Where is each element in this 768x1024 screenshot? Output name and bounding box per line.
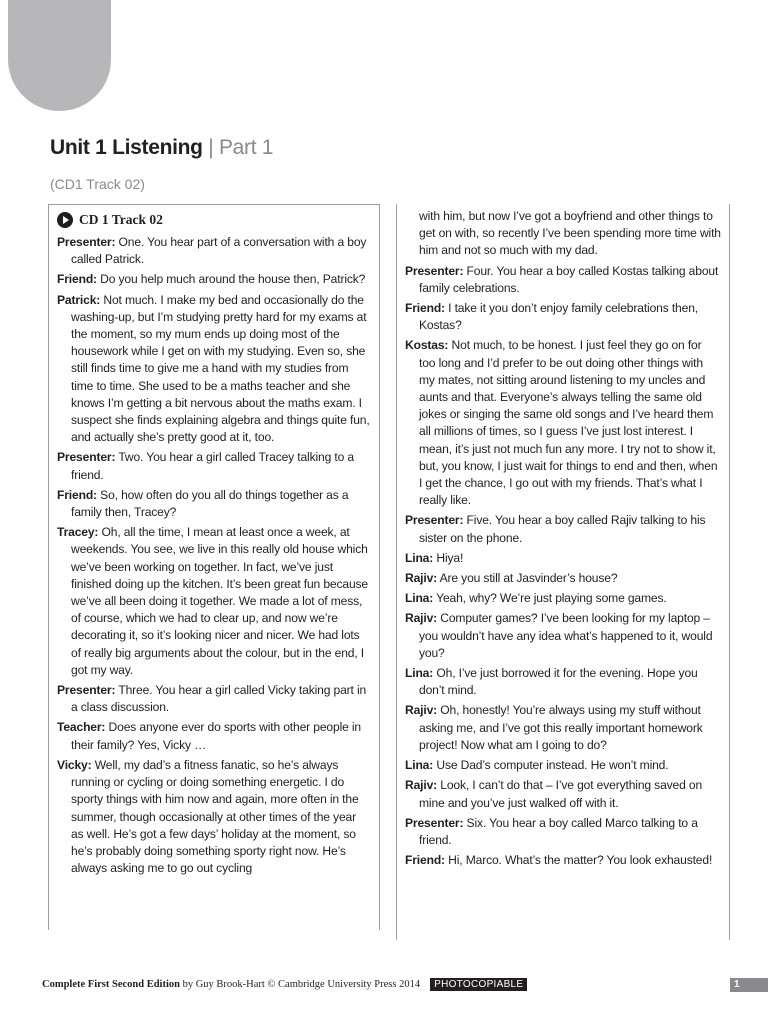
dialogue-turn xyxy=(405,590,721,607)
play-icon xyxy=(57,212,73,228)
speaker-label: Lina: xyxy=(405,758,434,773)
speaker-label: Tracey: xyxy=(57,525,99,540)
dialogue-turn xyxy=(405,610,721,662)
corner-decoration xyxy=(8,0,111,111)
dialogue-turn xyxy=(405,337,721,509)
dialogue-turn xyxy=(57,719,371,753)
speaker-label: Friend: xyxy=(405,853,445,868)
dialogue-text: Oh, all the time, I mean at least once a week, at weekends. You see, we live in this really old house which we’ve been working on together. In fact, we’ve just finished doing up the kitchen. It’s been great fun because we’ve all been doing it together. We made a lot of mess, of course, which we had to clear up, and now we’re decorating it, so it’s looking nicer and nicer. We had lots of really big arguments about the colour, but in the end, I got my way. xyxy=(71,525,368,677)
track-heading-label: CD 1 Track 02 xyxy=(79,212,163,227)
dialogue-text: Well, my dad’s a fitness fanatic, so he’s always running or cycling or doing something energetic. I do sporty things with him now and again, more often in the summer, though occasionally at other times of the year as well. He’s got a few days’ holiday at the moment, so he’s probably doing something sporty right now. He’s always asking me to go out cycling xyxy=(71,757,359,876)
dialogue-turn xyxy=(405,815,721,849)
dialogue-text: So, how often do you all do things together as a family then, Tracey? xyxy=(71,487,349,520)
dialogue-text: Hi, Marco. What’s the matter? You look exhausted! xyxy=(448,853,713,868)
dialogue-text: Does anyone ever do sports with other people in their family? Yes, Vicky … xyxy=(71,720,361,752)
speaker-label: Kostas: xyxy=(405,338,449,353)
speaker-label: Presenter: xyxy=(405,513,464,528)
dialogue-turn xyxy=(405,263,721,297)
dialogue-turn xyxy=(405,757,721,774)
speaker-label: Rajiv: xyxy=(405,571,438,586)
speaker-label: Patrick: xyxy=(57,292,101,307)
dialogue-text: Do you help much around the house then, Patrick? xyxy=(100,272,366,287)
dialogue-text: Are you still at Jasvinder’s house? xyxy=(439,571,618,586)
photocopiable-badge: PHOTOCOPIABLE xyxy=(430,978,527,991)
dialogue-turn xyxy=(405,570,721,587)
speaker-label: Presenter: xyxy=(405,263,464,278)
right-turns-list xyxy=(405,263,721,870)
dialogue-turn xyxy=(57,487,371,521)
page-title xyxy=(50,136,273,160)
dialogue-text: Use Dad’s computer instead. He won’t mind. xyxy=(436,758,669,773)
title-part: | Part 1 xyxy=(208,136,274,159)
left-turns-list xyxy=(57,234,371,877)
footer xyxy=(42,978,527,991)
transcript-left-column xyxy=(48,204,380,930)
speaker-label: Friend: xyxy=(57,487,97,502)
dialogue-turn xyxy=(405,665,721,699)
dialogue-text: Yeah, why? We’re just playing some games. xyxy=(436,591,667,606)
dialogue-text: Six. You hear a boy called Marco talking to a friend. xyxy=(419,815,698,847)
dialogue-text: Oh, honestly! You’re always using my stuff without asking me, and I’ve got this really important homework project! Now what am I going to do? xyxy=(419,703,703,752)
page-number: 1 xyxy=(730,978,768,992)
footer-book-title: Complete First Second Edition xyxy=(42,979,180,990)
speaker-label: Rajiv: xyxy=(405,611,438,626)
dialogue-text: Oh, I’ve just borrowed it for the evening. Hope you don’t mind. xyxy=(419,666,698,698)
dialogue-text: Three. You hear a girl called Vicky taking part in a class discussion. xyxy=(71,683,367,715)
dialogue-turn xyxy=(57,292,371,447)
dialogue-text: Four. You hear a boy called Kostas talking about family celebrations. xyxy=(419,263,719,295)
speaker-label: Lina: xyxy=(405,666,434,681)
dialogue-text: Not much. I make my bed and occasionally do the washing-up, but I’m studying pretty hard for my exams at the moment, so my mum ends up doing most of the housework while I get on with my studying. Even so, she still finds time to give me a hand with my studies from time to time. She used to be a maths teacher and she knows I’m getting a bit nervous about the maths exam. I suspect she finds explaining algebra and things quite fun, and actually she’s pretty good at it, too. xyxy=(71,292,370,445)
speaker-label: Teacher: xyxy=(57,720,106,735)
dialogue-turn xyxy=(405,777,721,811)
dialogue-text: Two. You hear a girl called Tracey talking to a friend. xyxy=(71,450,354,482)
dialogue-turn xyxy=(57,271,371,288)
speaker-label: Lina: xyxy=(405,591,434,606)
speaker-label: Rajiv: xyxy=(405,703,438,718)
track-heading xyxy=(57,212,371,228)
speaker-label: Presenter: xyxy=(57,683,116,698)
speaker-label: Friend: xyxy=(57,272,97,287)
speaker-label: Lina: xyxy=(405,550,434,565)
dialogue-turn xyxy=(57,449,371,483)
track-subtitle: (CD1 Track 02) xyxy=(50,176,145,192)
dialogue-text: Hiya! xyxy=(436,550,464,565)
dialogue-turn xyxy=(405,702,721,754)
dialogue-turn xyxy=(57,682,371,716)
dialogue-turn xyxy=(405,300,721,334)
transcript-right-column xyxy=(396,204,730,940)
speaker-label: Friend: xyxy=(405,301,445,316)
speaker-label: Presenter: xyxy=(57,235,116,249)
dialogue-turn xyxy=(57,524,371,679)
speaker-label: Presenter: xyxy=(405,815,464,830)
continuation-text: with him, but now I’ve got a boyfriend and other things to get on with, so recently I’ve been spending more time with him and not so much with my dad. xyxy=(419,209,721,258)
dialogue-turn xyxy=(57,757,371,877)
speaker-label: Rajiv: xyxy=(405,778,438,793)
dialogue-text: I take it you don’t enjoy family celebrations then, Kostas? xyxy=(419,301,698,333)
dialogue-text: Computer games? I’ve been looking for my laptop – you wouldn’t have any idea what’s happened to it, would you? xyxy=(419,611,713,660)
speaker-label: Vicky: xyxy=(57,757,92,772)
title-main: Unit 1 Listening xyxy=(50,136,203,159)
dialogue-turn xyxy=(57,234,371,268)
dialogue-text: Not much, to be honest. I just feel they go on for too long and I’d prefer to be out doing other things with my mates, not sitting around listening to my uncles and aunts and that. Everyone’s always telling the same old jokes or singing the same old songs and I’ve heard them all millions of times, so I guess I’ve just lost interest. I mean, it’s just not much fun any more. I try not to show it, but, you know, I just wait for things to end and then, when I get the chance, I go out with my friends. That’s what I really like. xyxy=(419,338,718,508)
dialogue-text: Five. You hear a boy called Rajiv talking to his sister on the phone. xyxy=(419,513,706,545)
dialogue-turn xyxy=(405,852,721,869)
dialogue-turn xyxy=(405,550,721,567)
footer-credit: by Guy Brook-Hart © Cambridge University Press 2014 xyxy=(182,979,421,990)
dialogue-turn xyxy=(405,512,721,546)
speaker-label: Presenter: xyxy=(57,450,116,465)
dialogue-text: One. You hear part of a conversation with a boy called Patrick. xyxy=(71,235,367,267)
dialogue-text: Look, I can’t do that – I’ve got everything saved on mine and you’ve just walked off with it. xyxy=(419,778,703,810)
